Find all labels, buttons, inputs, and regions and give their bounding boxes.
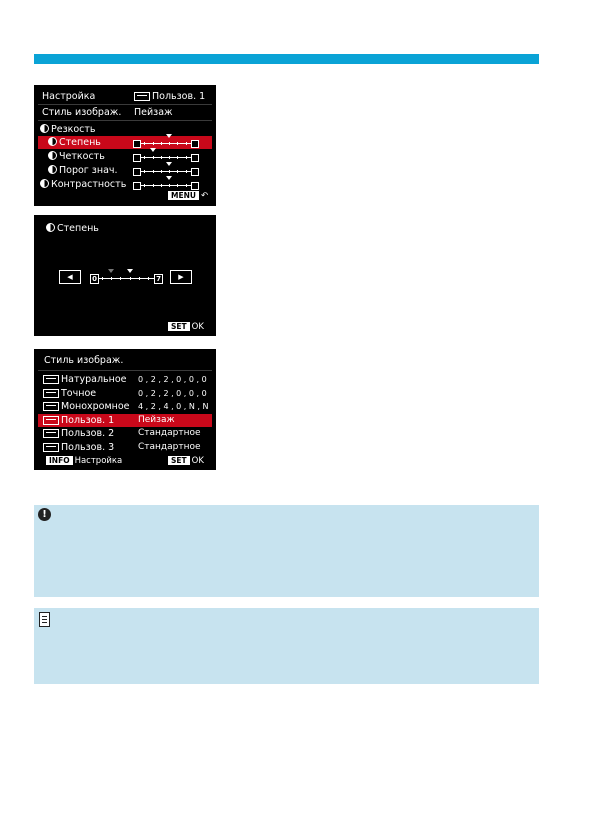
menu-back-button[interactable]: MENU ↶ [168,190,208,202]
scale-tick [153,142,154,145]
memo-icon [39,612,50,627]
picture-style-item[interactable] [38,441,212,454]
scale-tick [144,142,145,145]
scale-tick [169,184,170,187]
picture-style-icon [43,402,59,411]
scale-tick [169,156,170,159]
picture-style-item[interactable] [38,414,212,427]
set-ok-button[interactable]: SET OK [168,455,204,467]
scale-max-marker [191,168,199,176]
scale-tick [120,277,121,280]
current-value-marker [150,148,156,152]
scale-tick [169,142,170,145]
caution-note [34,505,539,597]
style-value: Пейзаж [134,107,173,118]
scale-tick [139,277,140,280]
style-name: Натуральное [61,374,127,385]
current-value-marker [166,162,172,166]
setting-label: Четкость [59,151,105,162]
scale-tick [153,170,154,173]
style-value: 0 , 2 , 2 , 0 , 0 , 0 [138,375,207,384]
scale-tick [161,156,162,159]
setting-level-scale [132,138,198,147]
setting-label: Контрастность [51,179,127,190]
scale-tick [148,277,149,280]
strength-slider[interactable] [89,273,161,282]
scale-tick [144,184,145,187]
scale-tick [111,277,112,280]
style-value: Стандартное [138,441,201,452]
picture-style-item[interactable] [38,427,212,440]
scale-min-marker: 0 [90,274,99,284]
current-value-marker [127,269,133,273]
divider [38,104,212,105]
sharpness-icon [46,223,55,232]
picture-style-item[interactable] [38,387,212,400]
scale-tick [144,156,145,159]
scale-min-marker [133,154,141,162]
picture-style-icon [43,375,59,384]
scale-tick [161,170,162,173]
style-name: Пользов. 2 [61,428,115,439]
scale-max-marker [191,182,199,190]
scale-tick [177,142,178,145]
default-value-marker [108,269,114,273]
scale-tick [186,184,187,187]
style-name: Монохромное [61,401,130,412]
set-ok-button[interactable]: SET OK [168,321,204,333]
scale-min-marker [133,168,141,176]
sharpness-icon [40,124,49,133]
camera-screen-picture-style [34,349,216,470]
scale-tick [144,170,145,173]
sharpness-icon [40,179,49,188]
setting-level-scale [132,166,198,175]
style-name: Пользов. 1 [152,91,206,102]
sharpness-icon [48,137,57,146]
screen-title: Настройка [42,91,96,102]
right-arrow-button[interactable]: ▶ [170,270,192,284]
setting-label: Степень [59,137,101,148]
current-value-marker [166,134,172,138]
style-name: Пользов. 3 [61,441,115,453]
setting-label: Порог знач. [59,165,118,176]
scale-tick [161,142,162,145]
style-value: 0 , 2 , 2 , 0 , 0 , 0 [138,388,207,398]
camera-screen-settings [34,85,216,206]
scale-tick [161,184,162,187]
scale-tick [169,170,170,173]
picture-style-icon [43,389,59,398]
setting-level-scale [132,152,198,161]
picture-style-icon [43,429,59,438]
memo-note [34,608,539,684]
scale-tick [177,170,178,173]
camera-screen-strength [34,215,216,336]
style-value: Стандартное [138,428,201,438]
scale-tick [153,156,154,159]
picture-style-icon [134,92,150,101]
scale-tick [102,277,103,280]
picture-style-title: Стиль изображ. [44,355,124,366]
strength-title: Степень [46,222,216,235]
setting-level-scale [132,180,198,189]
picture-style-item[interactable] [38,400,212,413]
current-value-marker [166,176,172,180]
scale-tick [130,277,131,280]
picture-style-item[interactable] [38,373,212,386]
style-value: Пейзаж [138,414,175,425]
style-name: Пользов. 1 [61,414,115,426]
scale-max-marker [191,154,199,162]
section-sharpness: Резкость [40,123,216,136]
sharpness-icon [48,151,57,160]
scale-tick [177,156,178,159]
return-arrow-icon: ↶ [200,191,209,201]
left-arrow-button[interactable]: ◀ [59,270,81,284]
scale-min-marker [133,140,141,148]
style-label: Стиль изображ. [42,107,122,118]
alert-icon: ! [38,508,51,521]
picture-style-icon [43,443,59,452]
style-name: Точное [61,387,97,399]
scale-tick [186,170,187,173]
scale-max-marker: 7 [154,274,163,284]
section-header-bar [34,54,539,64]
scale-max-marker [191,140,199,148]
scale-tick [186,142,187,145]
scale-tick [153,184,154,187]
divider [38,370,212,371]
scale-min-marker [133,182,141,190]
divider [38,120,212,121]
style-value: 4 , 2 , 4 , 0 , N , N [138,402,209,411]
info-settings-button[interactable]: INFO Настройка [46,455,122,467]
style-value-row [134,90,216,103]
picture-style-icon [43,416,59,425]
sharpness-icon [48,165,57,174]
scale-tick [186,156,187,159]
scale-tick [177,184,178,187]
